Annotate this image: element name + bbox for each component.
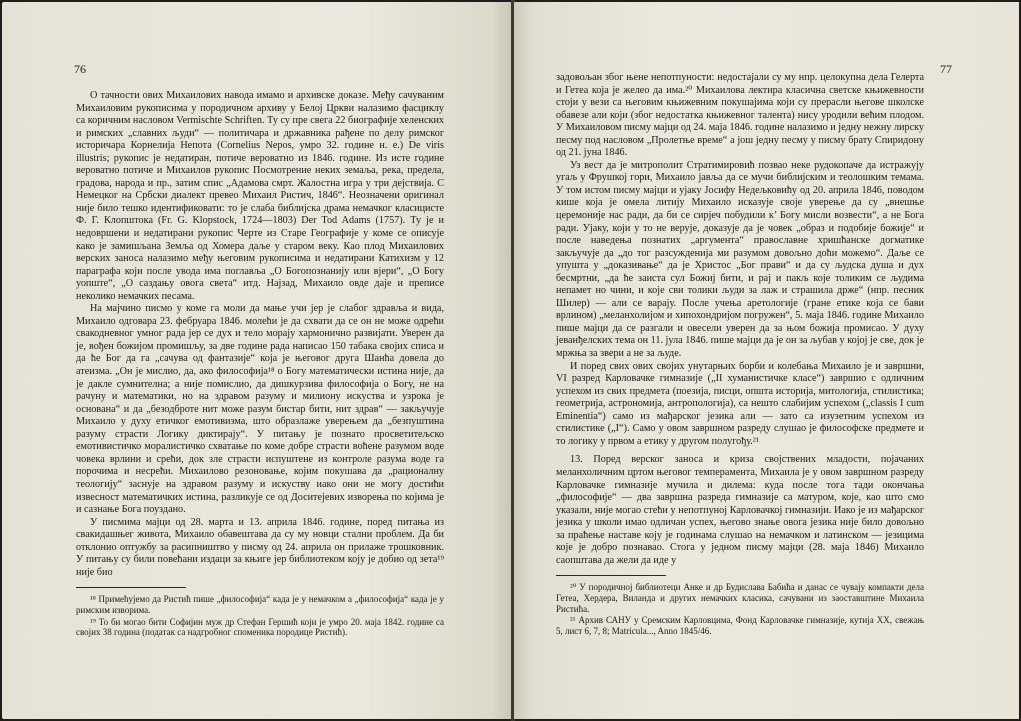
left-page-number: 76 [74, 62, 86, 76]
right-page-number: 77 [940, 62, 952, 76]
right-paragraph-2: Уз вест да је митрополит Стратимировић позвао неке рудокопаче да истражују угаљ у Фрушкој гори, Михаило јавља да се мучи библијским и теолошким темама. У том истом писму мајци и ујаку Јосифу Недељковићу од 20. априла 1846, поводом кише која је омела литију Михаило исказује своје уверење да су „внешње церемоније нас ради, да би се сирјеч побудили к’ Богу мисли возвести“, а не Бога ради. Ујаку, који у то не верује, доказује да је човек „образ и подобије божије“ и после наведења познатих „аргумента“ православне хришћанске догматике закључује да „до тог разсужденија ми разумом довољно доћи можемо“. Даље се упушта у „доказивање“ да је Христос „Бог прави“ и да су људска душа и дух бесмртни, „да ће заиста сул Божиј бити, и рај и пакљ које толиким се људима непамет но чини, и које сви толики људи за лаж и страшила држе“ (нпр. песник Шилер) — али се варају. После учења аретологије (гране етике која се бави врлином) „меланхолијом и хипохондријом погружен“, 5. маја 1846. године Михаило пише мајци да се разгали и овесели уверен да за њом божија промисао. У духу јеванђелских тема он 11. јула 1846. пише мајци да је он за љубав у којој је све, док је мржња за звери а не за људе. [556, 159, 924, 360]
left-page [2, 2, 512, 719]
footnote-separator-right [556, 575, 666, 576]
footnote-separator-left [76, 587, 186, 588]
left-paragraph-1: О тачности ових Михаилових навода имамо и архивске доказе. Међу сачуваним Михаиловим рукописима у породичном архиву у Белој Цркви налазимо фасциклу са коричним насловом Vermischte Schriften. Ту су пре свега 22 биографије хеленских и римских „славних људи“ — политичара и државника рађене по делу римског историчара Корнелија Непота (Cornelius Nepos, умро 32. године н. е.) De viris illustris; рукопис је недатиран, потиче вероватно из 1846. године. Из исте године вероватно потиче и Михаилов рукопис Посмотрение неких земаља, река, предела, градова, народа и пр., затим спис „Адамова смрт. Жалостна игра у три дејствија. С Немецког на Србски диалект превео Михаил Ристич, 1846“. Неозначени оригинал није било тешко идентификовати: то је слаба библијска драма немачког класицисте Ф. Г. Клопштока (Fr. G. Klopstock, 1724—1803) Der Tod Adams (1757). Ту је и недовршени и недатирани рукопис Черте из Старе Географије у коме се описује како је замишљана Земља од Хомера даље у старом веку. Као плод Михаилових верских заноса налазимо међу његовим рукописима и недатирани Катихизм у 12 параграфа који после увода има поглавља „О Богопознанију или вјери“, „О Богу уопште“, „О саздању овога света“ итд. Најзад, Михаило овде даје и преписе неколико немачких песама. [76, 90, 444, 302]
left-footnotes [76, 594, 444, 637]
footnote-18: ¹⁸ Примећујемо да Ристић пише „философија“ када је у немачком а „философија“ када је у римским изворима. [76, 594, 444, 615]
footnote-19: ¹⁹ То би могао бити Софијин муж др Стефан Гершић који је умро 20. маја 1842. године са својих 38 година (податак са надгробног споменика породице Ристић). [76, 616, 444, 638]
right-paragraph-1: задовољан због њене непотпуности: недостајали су му нпр. целокупна дела Гелерта и Гетеа која је желео да има.²⁰ Михаилова лектира класична светске књижевности стоји у вези са његовим књижевним покушајима који су прерасли његове школске обавезе али који (због недостатка књижевног талента) нису уродили већим плодом. У Михаиловом писму мајци од 24. маја 1846. године налазимо и једну нежну лирску песму под насловом „Пролетње време“ а још једну песму у писму брату Спиридону од 21. јуна 1846. [556, 72, 924, 159]
right-page [514, 2, 1019, 719]
right-page-body [556, 72, 924, 637]
left-paragraph-2: На мајчино писмо у коме га моли да мање учи јер је слабог здравља и вида, Михаило одговара 23. фебруара 1846. молећи је да схвати да се он не може одрећи свакодневног умног рада јер се дух и тело морају хармонично развијати. Уверен да је, вођен божијом промишљу, за две године рада написао 150 табака својих списа и да ће Бог да га „сачува од фантазије“ која је његовог друга Шанћа довела до атеизма. „Он је мислио, да, ако философија¹⁸ о Богу математически истина није, да је дакле сумнителна; а није помислио, да дишкурзива философија о Богу, не на рачуну и математики, но на здравом разуму и милиону искуства и узрока је основана“ и да „безодброте нит може разум бистар бити, нит здрав“ — закључује Михаило у духу етичког емотивизма, што образлаже уверењем да „безпуштина разуму страсти Логику диктирају“. У питању је познато просветитељско емотивистичко моралистичко схватање по коме добре страсти воћене разумом воде човека врлини и срећи, док зле страсти испуштене из контроле разума воде га порочима и несрећи. Михаилово резоновање, којим покушава да „рационалну теологију“ заснује на здравом разуму и искуству иако они не могу достићи извесност математичких истина, разликује се од Доситејевих изворења по којима је и сазнање Бога поуздано. [76, 303, 444, 516]
right-paragraph-3: И поред свих ових својих унутарњих борби и колебања Михаило је и завршни, VI разред Карловачке гимназије („II хуманистичке класе“) завршио с одличним успехом из свих предмета (поезија, писци, општа историја, митологија, стилистика; геометрија, астрономија, антропологија), са нешто слабијим успехом („classis I cum Eminentia“) само из мађарског језика али — зато са изузетним успехом из стилистике („I“). Само у овом завршном разреду слушао је философске предмете и то логику у првом а етику у другом полугођу.²¹ [556, 360, 924, 447]
right-footnotes [556, 582, 924, 636]
footnote-21: ²¹ Архив САНУ у Сремским Карловцима, Фонд Карловачке гимназије, кутија XX, свежањ 5, лист 6, 7, 8; Matricula..., Anno 1845/46. [556, 615, 924, 636]
left-page-body [76, 90, 444, 639]
footnote-20: ²⁰ У породичној библиотеци Анке и др Будислава Бабића и данас се чувају компакти дела Гетеа, Хердера, Виланда и других немачких класика, сачувани из заоставштине Михаила Ристића. [556, 582, 924, 614]
left-paragraph-3: У писмима мајци од 28. марта и 13. априла 1846. године, поред питања из свакидашњег живота, Михаило обавештава да су му новци стални проблем. Да би отклонио оптужбу за расипништво у писму од 24. априла он прилаже трошковник. У питању су били повећани издаци за књиге јер библиотеком коју је добио од зета¹⁹ није био [76, 516, 444, 578]
right-paragraph-4: 13. Поред верског заноса и криза својствених младости, појачаних меланхоличним цртом његовог темперамента, Михаила је у овом завршном разреду Карловачке гимназије мучила и дилема: куда после тога тади окончања „философије“ — два завршна разреда гимназије са матуром, које, као што смо указали, није могао стећи у непотпуној Карловачкој гимназији. Иако је из мађарског језика у школи имао одличан успех, његово знање овога језика није било довољно за праћење наставе коју је годинама слушао на немачком и латинском — језицима које је добро познавао. Стога у једном писму мајци (28. маја 1846) Михаило саопштава да жели да иде у [556, 454, 924, 566]
